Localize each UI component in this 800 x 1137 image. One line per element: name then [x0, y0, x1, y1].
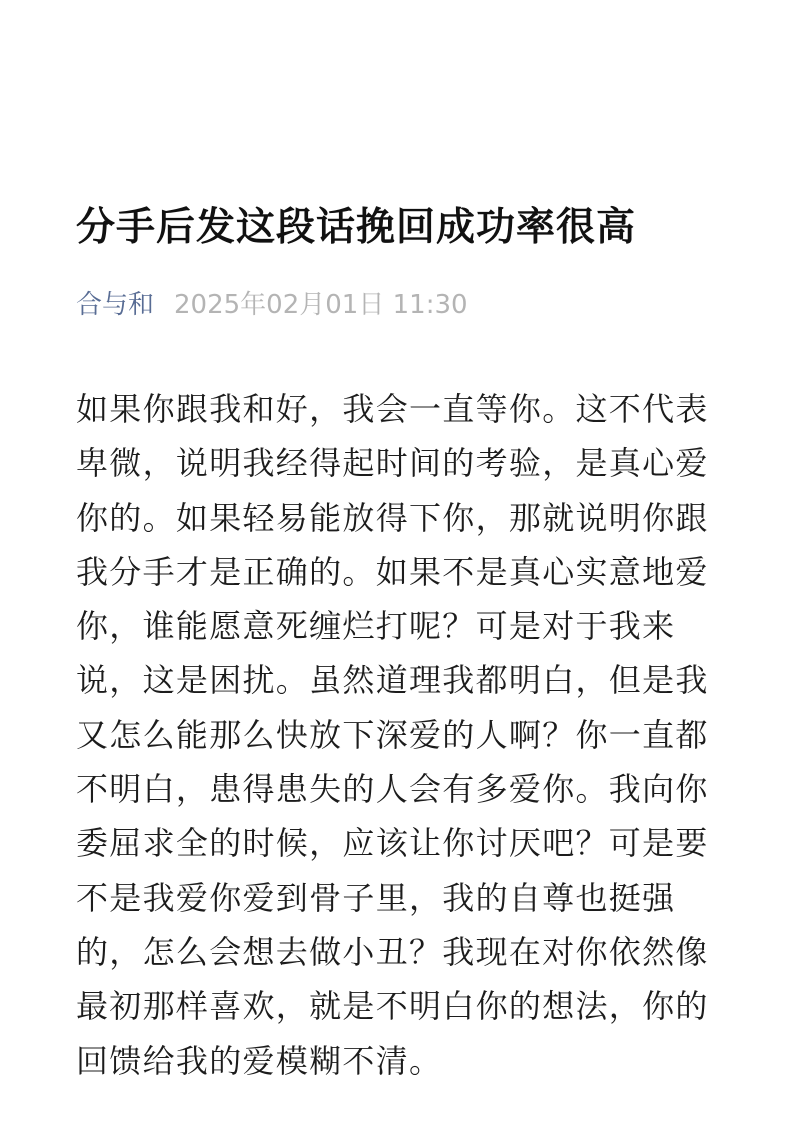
body-line: 你，谁能愿意死缠烂打呢？可是对于我来	[76, 607, 676, 646]
body-line: 委屈求全的时候，应该让你讨厌吧？可是要	[76, 824, 709, 863]
body-line: 说，这是困扰。虽然道理我都明白，但是我	[76, 661, 709, 700]
author-link[interactable]: 合与和	[76, 289, 155, 320]
body-line: 如果你跟我和好，我会一直等你。这不代表	[76, 390, 709, 428]
body-line: 不是我爱你爱到骨子里，我的自尊也挺强	[76, 878, 676, 917]
body-line: 的，怎么会想去做小丑？我现在对你依然像	[76, 932, 709, 971]
body-line: 回馈给我的爱模糊不清。	[76, 1041, 443, 1080]
body-line: 卑微，说明我经得起时间的考验，是真心爱	[76, 444, 709, 483]
body-line: 我分手才是正确的。如果不是真心实意地爱	[76, 552, 709, 591]
body-line: 不明白，患得患失的人会有多爱你。我向你	[76, 770, 709, 809]
body-line: 又怎么能那么快放下深爱的人啊？你一直都	[76, 715, 709, 754]
article-meta	[76, 282, 468, 322]
article-body	[76, 382, 756, 1088]
body-line: 你的。如果轻易能放得下你，那就说明你跟	[76, 498, 709, 537]
article-title: 分手后发这段话挽回成功率很高	[76, 205, 637, 250]
body-line: 最初那样喜欢，就是不明白你的想法，你的	[76, 987, 709, 1026]
publish-date: 2025年02月01日 11:30	[174, 289, 468, 320]
